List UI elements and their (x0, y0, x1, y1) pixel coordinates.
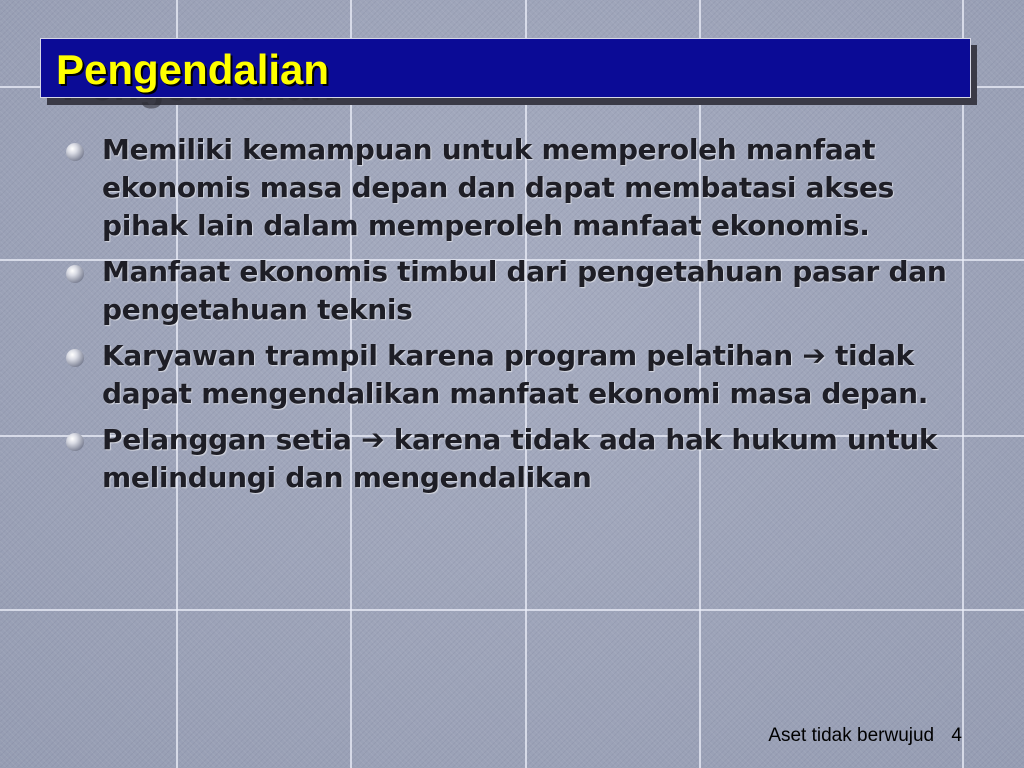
grid-line (0, 609, 1024, 611)
footer-label: Aset tidak berwujud (768, 725, 935, 746)
page-number: 4 (951, 725, 962, 746)
bullet-list (62, 131, 967, 505)
bullet-text-before-arrow: Pelanggan setia (102, 423, 352, 456)
bullet-item (62, 131, 967, 245)
bullet-dot-icon (66, 143, 84, 161)
bullet-dot-icon (66, 433, 84, 451)
bullet-text-after-arrow: tidak dapat mengendalikan manfaat ekonomi masa depan. (102, 339, 929, 410)
bullet-text: Memiliki kemampuan untuk memperoleh manfaat ekonomis masa depan dan dapat membatasi akses pihak lain dalam memperoleh manfaat ekonomis. (102, 133, 895, 242)
slide-title: Pengendalian (56, 46, 330, 93)
bullet-text-before-arrow: Karyawan trampil karena program pelatihan (102, 339, 793, 372)
bullet-dot-icon (66, 349, 84, 367)
bullet-text: Manfaat ekonomis timbul dari pengetahuan pasar dan pengetahuan teknis (102, 255, 947, 326)
slide-footer (768, 725, 962, 747)
bullet-text-after-arrow: karena tidak ada hak hukum untuk melindungi dan mengendalikan (102, 423, 938, 494)
right-arrow-icon: ➔ (361, 423, 385, 456)
bullet-dot-icon (66, 265, 84, 283)
right-arrow-icon: ➔ (802, 339, 826, 372)
bullet-item (62, 337, 967, 413)
bullet-item (62, 421, 967, 497)
bullet-item (62, 253, 967, 329)
